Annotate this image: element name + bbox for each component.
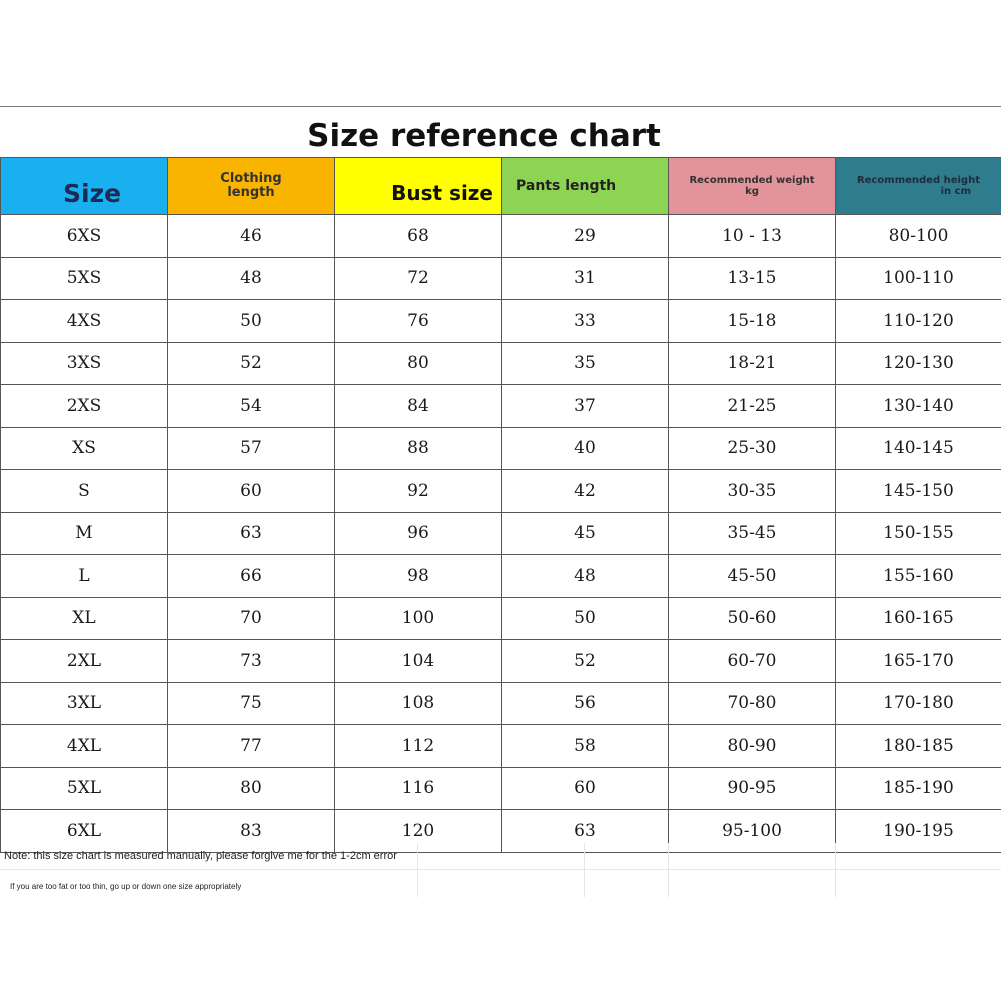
cell-recommended-height: 140-145 [836, 427, 1001, 470]
cell-recommended-weight: 90-95 [669, 767, 836, 810]
cell-bust-size: 92 [335, 470, 502, 513]
cell-recommended-weight: 10 - 13 [669, 215, 836, 258]
cell-bust-size: 88 [335, 427, 502, 470]
cell-recommended-weight: 95-100 [669, 810, 836, 853]
cell-clothing-length: 80 [168, 767, 335, 810]
cell-size: S [1, 470, 168, 513]
cell-recommended-height: 160-165 [836, 597, 1001, 640]
cell-recommended-height: 130-140 [836, 385, 1001, 428]
cell-recommended-height: 80-100 [836, 215, 1001, 258]
cell-bust-size: 96 [335, 512, 502, 555]
cell-clothing-length: 50 [168, 300, 335, 343]
size-table [0, 157, 1001, 853]
notes-gridline [584, 843, 585, 897]
cell-bust-size: 72 [335, 257, 502, 300]
cell-size: M [1, 512, 168, 555]
cell-clothing-length: 57 [168, 427, 335, 470]
header-row [1, 158, 1001, 215]
cell-recommended-height: 190-195 [836, 810, 1001, 853]
cell-pants-length: 60 [502, 767, 669, 810]
table-row [1, 385, 1001, 428]
note-measurement-error: Note: this size chart is measured manually, please forgive me for the 1-2cm error [4, 850, 397, 862]
cell-bust-size: 68 [335, 215, 502, 258]
cell-bust-size: 80 [335, 342, 502, 385]
cell-bust-size: 120 [335, 810, 502, 853]
cell-recommended-height: 170-180 [836, 682, 1001, 725]
cell-pants-length: 45 [502, 512, 669, 555]
cell-pants-length: 52 [502, 640, 669, 683]
header-recommended-height [836, 158, 1001, 215]
header-pants-length: Pants length [502, 158, 669, 215]
table-row [1, 597, 1001, 640]
cell-recommended-weight: 15-18 [669, 300, 836, 343]
table-row [1, 300, 1001, 343]
table-row [1, 215, 1001, 258]
header-height-line1: Recommended height [857, 175, 980, 186]
header-clothing-length-line2: length [227, 185, 275, 200]
table-row [1, 682, 1001, 725]
cell-size: 5XS [1, 257, 168, 300]
cell-clothing-length: 75 [168, 682, 335, 725]
header-recommended-weight [669, 158, 836, 215]
cell-recommended-weight: 30-35 [669, 470, 836, 513]
cell-pants-length: 29 [502, 215, 669, 258]
header-weight-line2: kg [745, 186, 759, 197]
table-row [1, 725, 1001, 768]
cell-bust-size: 112 [335, 725, 502, 768]
cell-recommended-height: 155-160 [836, 555, 1001, 598]
header-size: Size [1, 158, 168, 215]
cell-clothing-length: 83 [168, 810, 335, 853]
cell-recommended-weight: 70-80 [669, 682, 836, 725]
table-row [1, 512, 1001, 555]
cell-pants-length: 50 [502, 597, 669, 640]
cell-recommended-weight: 45-50 [669, 555, 836, 598]
notes-area [0, 843, 1001, 897]
notes-gridline [835, 843, 836, 897]
header-clothing-length [168, 158, 335, 215]
cell-size: 2XL [1, 640, 168, 683]
cell-size: 6XS [1, 215, 168, 258]
note-size-advice: If you are too fat or too thin, go up or down one size appropriately [10, 882, 242, 891]
cell-recommended-height: 120-130 [836, 342, 1001, 385]
cell-size: 4XL [1, 725, 168, 768]
cell-pants-length: 33 [502, 300, 669, 343]
header-height-line2: in cm [940, 186, 971, 197]
cell-recommended-height: 100-110 [836, 257, 1001, 300]
cell-clothing-length: 52 [168, 342, 335, 385]
cell-clothing-length: 63 [168, 512, 335, 555]
cell-recommended-height: 180-185 [836, 725, 1001, 768]
cell-clothing-length: 66 [168, 555, 335, 598]
cell-pants-length: 31 [502, 257, 669, 300]
cell-recommended-height: 145-150 [836, 470, 1001, 513]
cell-recommended-height: 185-190 [836, 767, 1001, 810]
cell-recommended-weight: 60-70 [669, 640, 836, 683]
cell-pants-length: 35 [502, 342, 669, 385]
header-weight-line1: Recommended weight [689, 175, 815, 186]
cell-recommended-weight: 35-45 [669, 512, 836, 555]
cell-clothing-length: 73 [168, 640, 335, 683]
table-row [1, 555, 1001, 598]
table-row [1, 470, 1001, 513]
cell-recommended-weight: 13-15 [669, 257, 836, 300]
cell-size: 2XS [1, 385, 168, 428]
cell-bust-size: 116 [335, 767, 502, 810]
cell-pants-length: 56 [502, 682, 669, 725]
cell-bust-size: 84 [335, 385, 502, 428]
cell-size: 5XL [1, 767, 168, 810]
cell-clothing-length: 46 [168, 215, 335, 258]
cell-size: 4XS [1, 300, 168, 343]
cell-pants-length: 63 [502, 810, 669, 853]
cell-recommended-weight: 18-21 [669, 342, 836, 385]
table-row [1, 640, 1001, 683]
cell-bust-size: 108 [335, 682, 502, 725]
notes-gridline [0, 869, 1001, 870]
cell-size: L [1, 555, 168, 598]
cell-recommended-weight: 50-60 [669, 597, 836, 640]
cell-size: 6XL [1, 810, 168, 853]
cell-clothing-length: 70 [168, 597, 335, 640]
cell-size: 3XL [1, 682, 168, 725]
cell-bust-size: 100 [335, 597, 502, 640]
table-row [1, 342, 1001, 385]
cell-recommended-height: 150-155 [836, 512, 1001, 555]
cell-pants-length: 42 [502, 470, 669, 513]
cell-bust-size: 104 [335, 640, 502, 683]
cell-recommended-weight: 25-30 [669, 427, 836, 470]
table-row [1, 257, 1001, 300]
size-chart-sheet [0, 106, 1001, 897]
cell-recommended-weight: 21-25 [669, 385, 836, 428]
cell-size: XS [1, 427, 168, 470]
cell-pants-length: 58 [502, 725, 669, 768]
cell-bust-size: 76 [335, 300, 502, 343]
cell-clothing-length: 60 [168, 470, 335, 513]
cell-recommended-weight: 80-90 [669, 725, 836, 768]
cell-size: 3XS [1, 342, 168, 385]
cell-bust-size: 98 [335, 555, 502, 598]
cell-clothing-length: 48 [168, 257, 335, 300]
cell-size: XL [1, 597, 168, 640]
notes-gridline [668, 843, 669, 897]
cell-recommended-height: 165-170 [836, 640, 1001, 683]
header-clothing-length-line1: Clothing [220, 171, 282, 186]
chart-title: Size reference chart [307, 118, 661, 154]
cell-clothing-length: 77 [168, 725, 335, 768]
cell-clothing-length: 54 [168, 385, 335, 428]
cell-pants-length: 40 [502, 427, 669, 470]
table-row [1, 767, 1001, 810]
cell-recommended-height: 110-120 [836, 300, 1001, 343]
cell-pants-length: 37 [502, 385, 669, 428]
table-row [1, 427, 1001, 470]
cell-pants-length: 48 [502, 555, 669, 598]
header-bust-size: Bust size [335, 158, 502, 215]
